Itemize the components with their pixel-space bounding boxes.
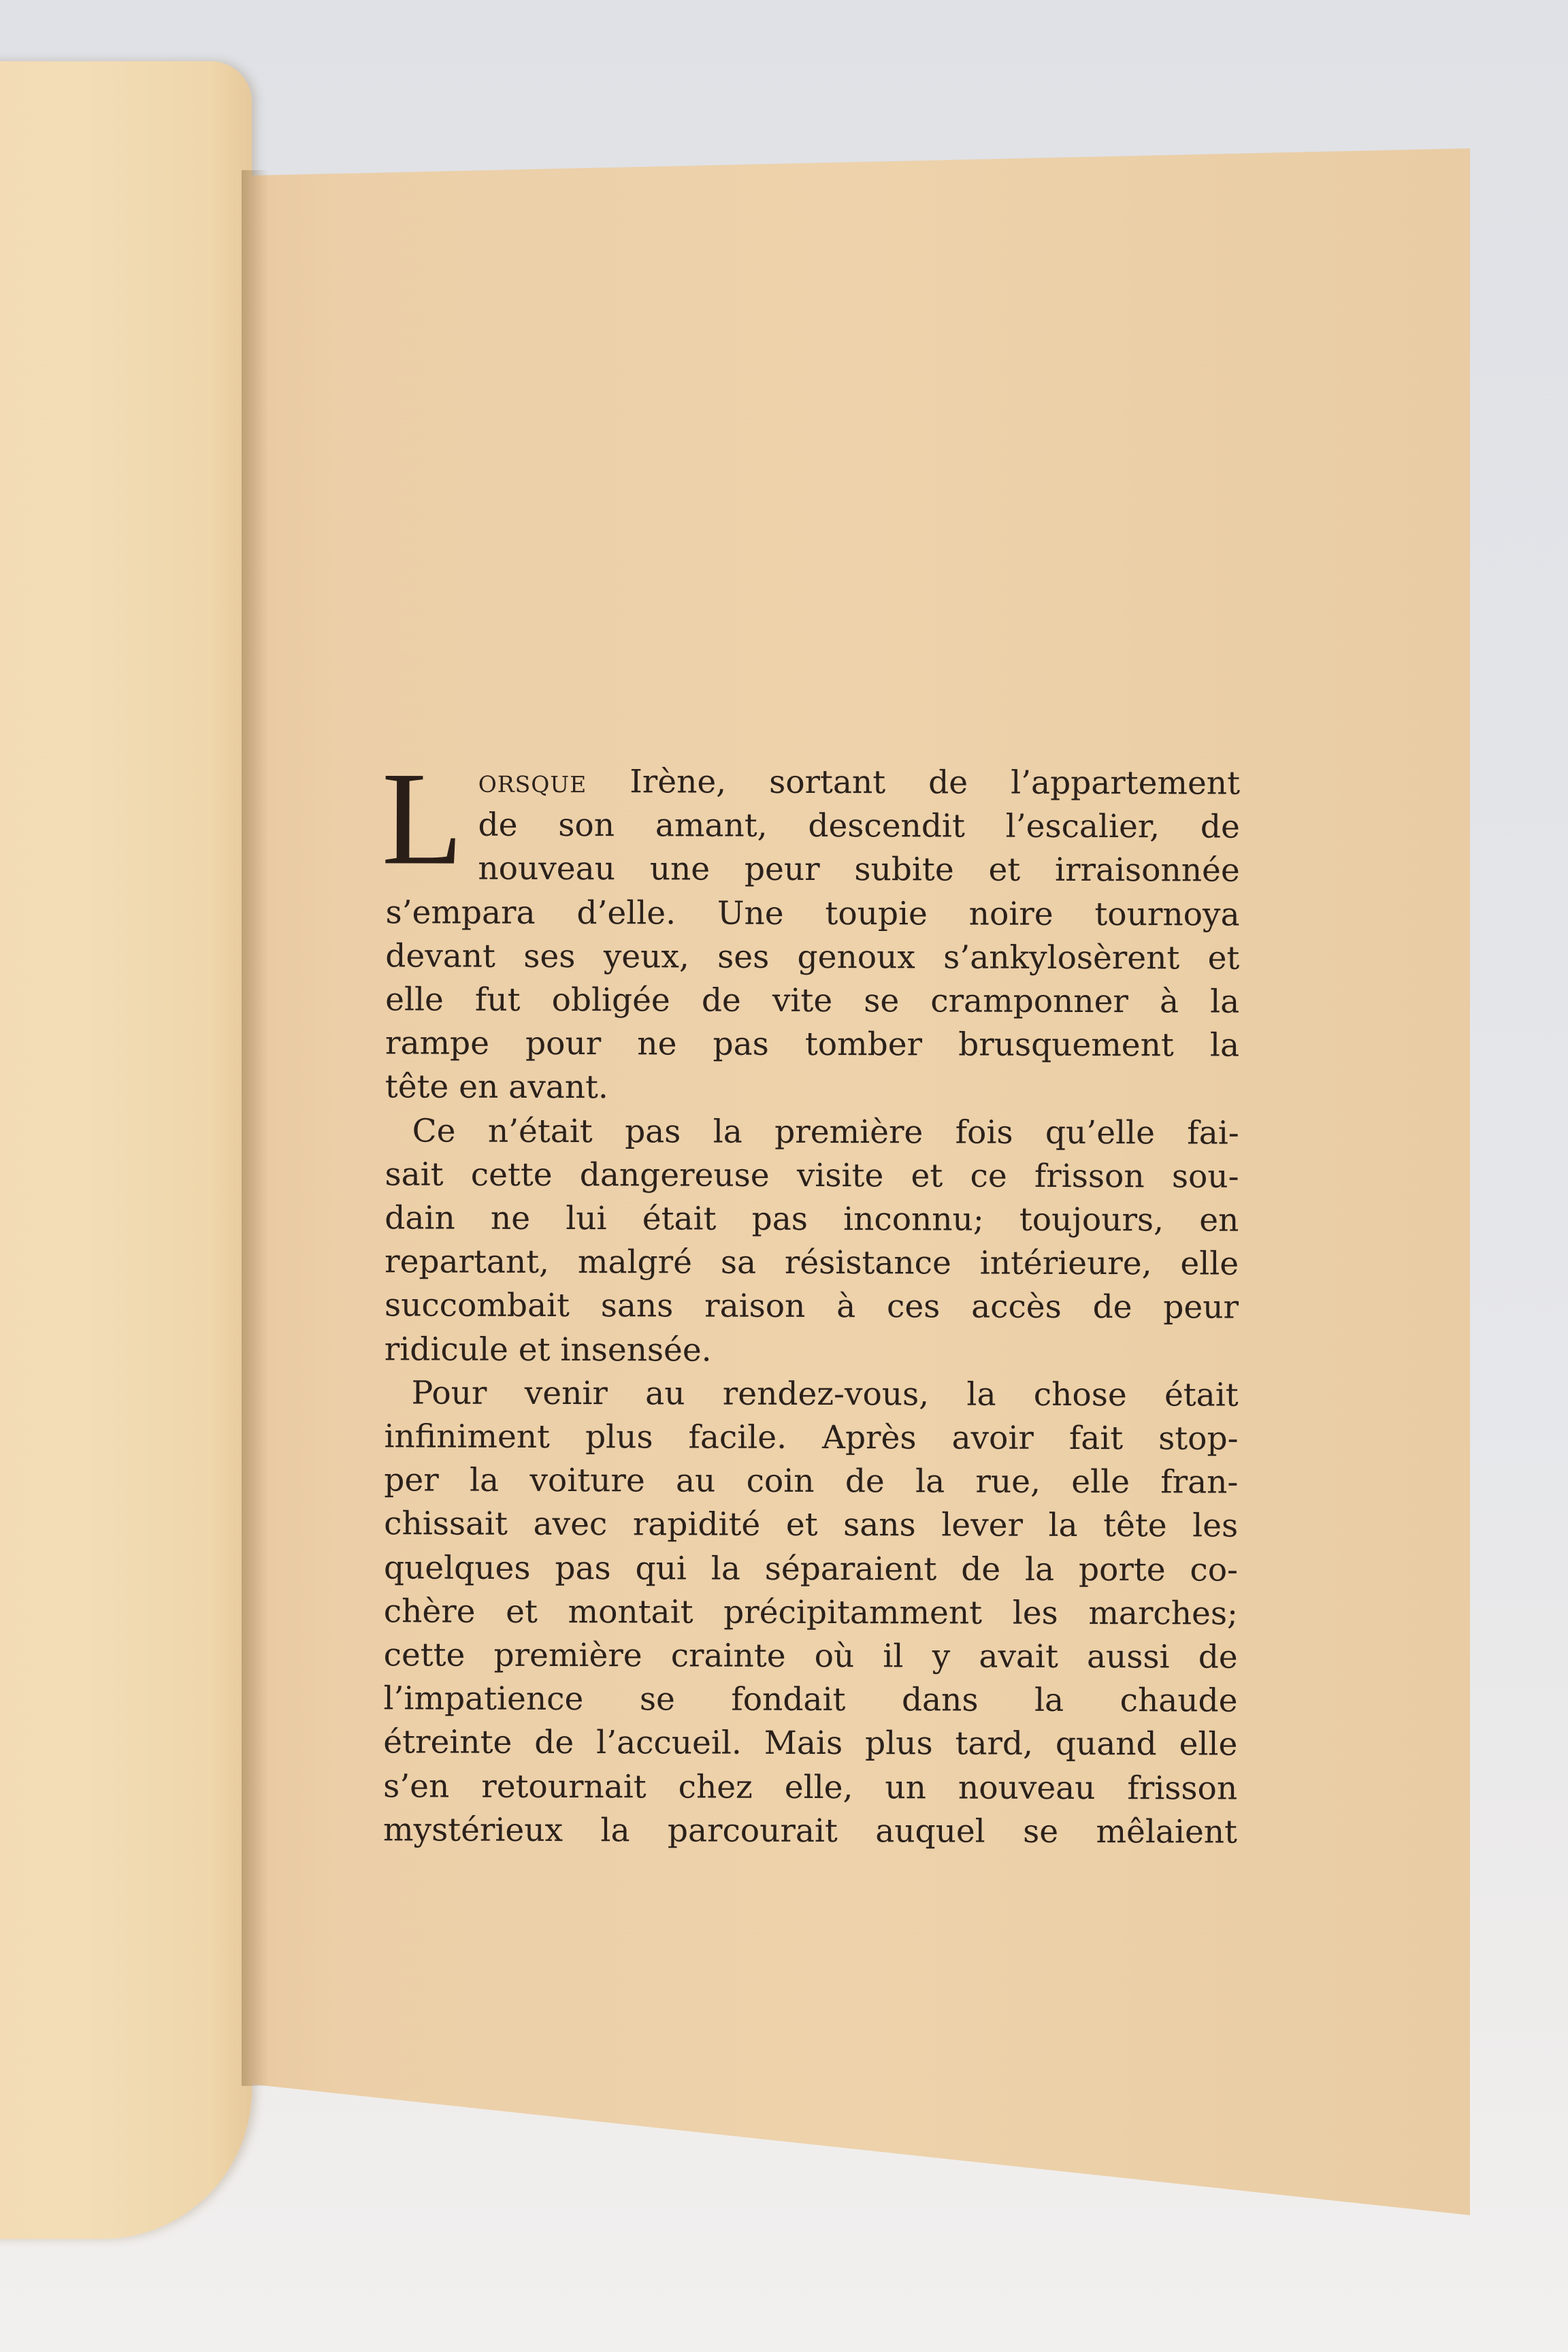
text-line: rampe pour ne pas tomber brusquement la [385,1024,1240,1064]
text-line: devant ses yeux, ses genoux s’ankylosèrent et [385,937,1240,977]
text-line: l’impatience se fondait dans la chaude [383,1680,1238,1720]
text-line: tête en avant. [385,1068,608,1107]
paragraph-1 [381,745,1241,1111]
left-page [0,61,252,2239]
text-line: chère et montait précipitamment les marches; [383,1592,1238,1633]
text-line: sait cette dangereuse visite et ce frisson sou- [385,1156,1239,1196]
text-line: succombait sans raison à ces accès de peur [384,1286,1239,1327]
book-gutter [242,170,269,2086]
text-line: étreinte de l’accueil. Mais plus tard, quand elle [383,1723,1238,1764]
page-text [381,745,1241,1854]
drop-cap: L [381,745,463,893]
text-line: cette première crainte où il y avait aussi de [383,1636,1238,1676]
text-line: repartant, malgré sa résistance intérieure, elle [385,1243,1239,1283]
text-line: chissait avec rapidité et sans lever la tête les [384,1505,1239,1546]
text-line: de son amant, descendit l’escalier, de [478,806,1240,846]
text-line: orsque Irène, sortant de l’appartement [478,762,1241,802]
text-line: ridicule et insensée. [384,1330,712,1369]
text-line: nouveau une peur subite et irraisonnée [478,850,1240,890]
text-line: elle fut obligée de vite se cramponner à la [385,981,1240,1021]
text-line: s’en retournait chez elle, un nouveau frisson [383,1767,1238,1808]
text-line: Pour venir au rendez-vous, la chose était [411,1374,1239,1414]
opening-smallcaps: orsque [478,762,587,801]
paragraph-2 [385,1109,1239,1374]
paragraph-3 [383,1371,1239,1855]
text-line: mystérieux la parcourait auquel se mêlaient [382,1811,1238,1851]
text-line: infiniment plus facile. Après avoir fait stop- [384,1418,1239,1458]
text-line: quelques pas qui la séparaient de la porte co- [383,1549,1239,1589]
text-line: s’empara d’elle. Une toupie noire tournoya [385,893,1240,934]
text-line: Ce n’était pas la première fois qu’elle fai- [412,1112,1239,1152]
text-line: dain ne lui était pas inconnu; toujours, en [385,1199,1239,1239]
text-line: per la voiture au coin de la rue, elle fran- [384,1461,1239,1501]
